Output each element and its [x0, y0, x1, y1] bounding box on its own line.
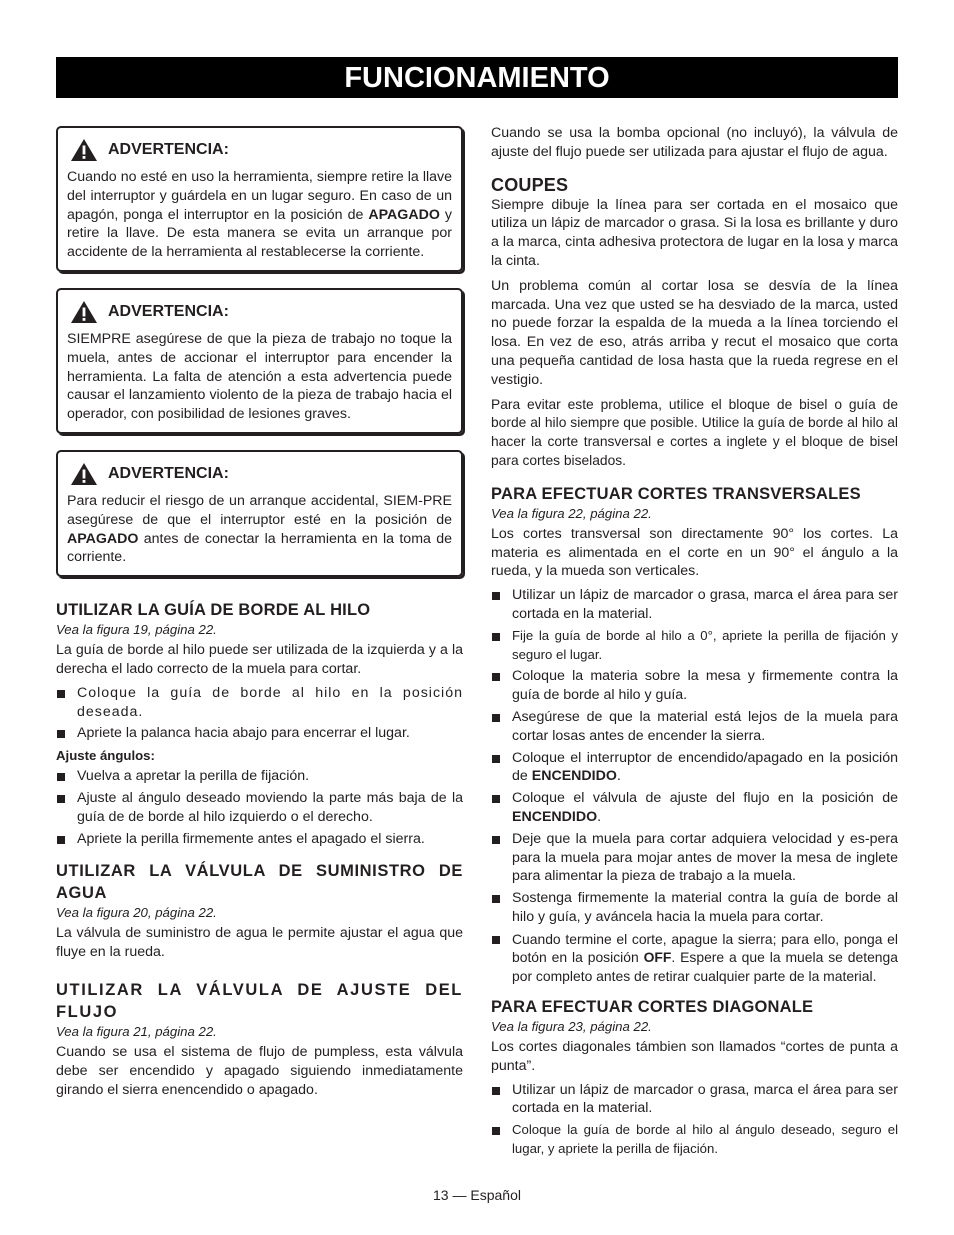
section-coupes — [491, 174, 898, 471]
list-item: Vuelva a apretar la perilla de fijación. — [56, 767, 463, 786]
paragraph: Los cortes diagonales támbien son llamados “cortes de punta a punta”. — [491, 1039, 898, 1074]
list-item: Sostenga firmemente la material contra la guía de borde al hilo y guía, y aváncela hacia la muela para cortar. — [491, 889, 898, 927]
paragraph: Un problema común al cortar losa se desvía de la línea marcada. Una vez que usted se ha desviado de la marca, usted no puede forzar la espalda de la mueda a la línea torciendo el losa. En vez de eso, atrás arriba y recut el mosaico que corta una pequeña cantidad de losa hasta que la rueda regrese en el vestigio. — [491, 277, 898, 388]
paragraph: Cuando se usa la bomba opcional (no incluyó), la válvula de ajuste del flujo puede ser utilizada para ajustar el flujo de agua. — [491, 125, 898, 160]
section-suministro — [56, 860, 463, 962]
list-item: Apriete la perilla firmemente antes el apagado el sierra. — [56, 830, 463, 849]
warning-box-1 — [56, 126, 463, 272]
section-transversales — [491, 483, 898, 986]
figure-reference: Vea la figura 20, página 22. — [56, 905, 217, 921]
paragraph: Siempre dibuje la línea para ser cortada en el mosaico que utiliza un lápiz de marcador o grasa. Si la losa es brillante y duro a la marca, cinta adhesiva protectora de lugar en la losa y marca la cinta. — [491, 196, 898, 269]
list-item: Cuando termine el corte, apague la sierra; para ello, ponga el botón en la posición OFF. Espere a que la muela se detenga por completo antes de retirar cualquier parte de la material. — [491, 930, 898, 986]
list-item: Fije la guía de borde al hilo a 0°, apriete la perilla de fijación y seguro el lugar. — [491, 627, 898, 665]
bullet-list — [56, 767, 463, 848]
figure-reference: Vea la figura 22, página 22. — [491, 505, 652, 521]
left-column — [56, 126, 463, 1099]
warning-triangle-icon — [70, 462, 98, 486]
warning-title: ADVERTENCIA: — [108, 141, 229, 158]
list-item: Coloque la guía de borde al hilo al ángulo deseado, seguro el lugar, y apriete la perilla de fijación. — [491, 1121, 898, 1159]
warning-title: ADVERTENCIA: — [108, 302, 229, 320]
list-item: Ajuste al ángulo deseado moviendo la parte más baja de la guía de de borde al hilo izquierdo o el derecho. — [56, 789, 463, 827]
warning-text: SIEMPRE asegúrese de que la pieza de trabajo no toque la muela, antes de accionar el interruptor para encender la herramienta. La falta de atención a esta advertencia puede causar el lanzamiento violento de la pieza de trabajo hacia el operador, con posibilidad de lesiones graves. — [67, 330, 452, 423]
paragraph: La guía de borde al hilo puede ser utilizada de la izquierda y a la derecha el lado correcto de la muela para cortar. — [56, 642, 463, 677]
list-item: Utilizar un lápiz de marcador o grasa, marca el área para ser cortada en la material. — [491, 586, 898, 624]
page-banner: FUNCIONAMIENTO — [56, 57, 898, 98]
section-heading: UTILIZAR LA VÁLVULA DE AJUSTE DEL FLUJO — [56, 980, 463, 1021]
list-item: Asegúrese de que la material está lejos de la muela para cortar losas antes de encender la sierra. — [491, 708, 898, 746]
list-item: Coloque el interruptor de encendido/apagado en la posición de ENCENDIDO. — [491, 749, 898, 787]
bullet-list — [491, 1081, 898, 1159]
figure-reference: Vea la figura 19, página 22. — [56, 622, 217, 638]
bullet-list — [56, 684, 463, 743]
warning-box-2 — [56, 288, 463, 434]
warning-triangle-icon — [70, 138, 98, 162]
paragraph: La válvula de suministro de agua le permite ajustar el agua que fluye en la rueda. — [56, 925, 463, 961]
warning-box-3 — [56, 450, 463, 577]
paragraph: Para evitar este problema, utilice el bloque de bisel o guía de borde al hilo siempre que posible. Utilice la guía de borde al hilo al hacer la corte transversal e cortes a inglete y el bloque de bisel para cortes biselados. — [491, 396, 898, 468]
list-item: Utilizar un lápiz de marcador o grasa, marca el área para ser cortada en la material. — [491, 1081, 898, 1119]
warning-title: ADVERTENCIA: — [108, 464, 229, 482]
list-item: Deje que la muela para cortar adquiera velocidad y es-pera para la muela para mojar antes de mover la mesa de inglete para alimentar la pieza de trabajo a la muela. — [491, 830, 898, 886]
section-guia — [56, 599, 463, 848]
list-item: Coloque la materia sobre la mesa y firmemente contra la guía de borde al hilo y guía. — [491, 667, 898, 705]
list-item: Coloque la guía de borde al hilo en la posición deseada. — [56, 684, 463, 722]
subheading: Ajuste ángulos: — [56, 748, 155, 764]
warning-text: Cuando no esté en uso la herramienta, siempre retire la llave del interruptor y guárdela en un lugar seguro. En caso de un apagón, ponga el interruptor en la posición de APAGADO y retire la llave. De esta manera se evita un arranque por accidente de la herramienta al restablecerse la corriente. — [67, 169, 452, 261]
section-heading: PARA EFECTUAR CORTES DIAGONALE — [491, 998, 814, 1017]
figure-reference: Vea la figura 23, página 22. — [491, 1019, 652, 1035]
section-diagonale — [491, 996, 898, 1159]
section-ajuste — [56, 979, 463, 1099]
warning-text: Para reducir el riesgo de un arranque accidental, SIEM-PRE asegúrese de que el interruptor esté en la posición de APAGADO antes de conectar la herramienta en la toma de corriente. — [67, 492, 452, 566]
page-footer: 13 — Español — [433, 1187, 521, 1203]
right-column — [491, 124, 898, 1162]
section-heading: UTILIZAR LA VÁLVULA DE SUMINISTRO DE AGUA — [56, 862, 463, 903]
warning-triangle-icon — [70, 300, 98, 324]
bullet-list — [491, 586, 898, 986]
section-heading: UTILIZAR LA GUÍA DE BORDE AL HILO — [56, 601, 371, 620]
list-item: Apriete la palanca hacia abajo para encerrar el lugar. — [56, 724, 463, 743]
list-item: Coloque el válvula de ajuste del flujo en la posición de ENCENDIDO. — [491, 789, 898, 827]
figure-reference: Vea la figura 21, página 22. — [56, 1023, 217, 1039]
section-heading: PARA EFECTUAR CORTES TRANSVERSALES — [491, 484, 861, 503]
paragraph: Los cortes transversal son directamente 90° los cortes. La materia es alimentada en el corte en un 90° el ángulo a la rueda, y la mueda son verticales. — [491, 525, 898, 580]
paragraph: Cuando se usa el sistema de flujo de pumpless, esta válvula debe ser encendido y apagado siguiendo inmediatamente girando el sierra enencendido o apagado. — [56, 1043, 463, 1098]
section-heading: COUPES — [491, 174, 569, 195]
